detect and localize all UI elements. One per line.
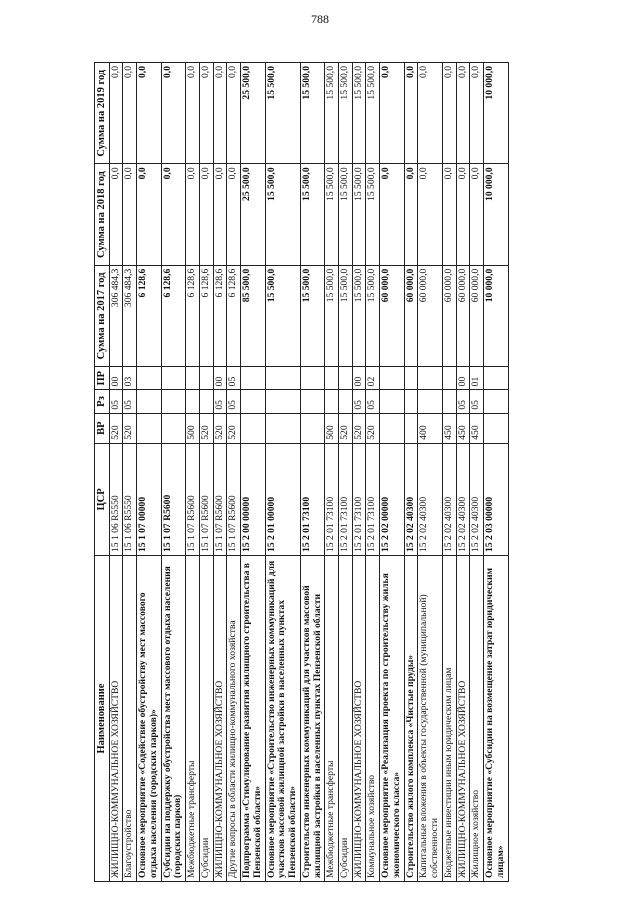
cell-name: Субсидии [199, 556, 213, 882]
cell-csr: 15 2 01 73100 [366, 443, 380, 555]
cell-name: Межбюджетные трансферты [325, 556, 339, 882]
cell-name: Строительство инженерных коммуникаций для участков массовой жилищной застройки в населенных пунктах Пензенской области [300, 556, 324, 882]
cell-sum-2018: 15 500,0 [338, 164, 352, 265]
cell-pr: 05 [227, 367, 241, 390]
cell-pr [380, 367, 404, 390]
cell-name: Жилищное хозяйство [470, 556, 484, 882]
cell-sum-2019: 0,0 [442, 63, 456, 164]
cell-name: Капитальные вложения в объекты государственной (муниципальной) собственности [418, 556, 442, 882]
cell-vr [380, 413, 404, 443]
cell-pr [137, 367, 161, 390]
cell-sum-2018: 0,0 [161, 164, 185, 265]
cell-pr [199, 367, 213, 390]
cell-rz [325, 390, 339, 413]
cell-sum-2017: 6 128,6 [227, 265, 241, 366]
cell-sum-2019: 15 500,0 [352, 63, 366, 164]
cell-rz: 05 [227, 390, 241, 413]
cell-rz [338, 390, 352, 413]
cell-sum-2018: 0,0 [456, 164, 470, 265]
cell-sum-2019: 25 500,0 [241, 63, 265, 164]
cell-pr [484, 367, 508, 390]
cell-sum-2019: 0,0 [456, 63, 470, 164]
cell-sum-2017: 6 128,6 [199, 265, 213, 366]
cell-csr: 15 2 01 73100 [352, 443, 366, 555]
cell-vr: 520 [109, 413, 123, 443]
cell-name: Основное мероприятие «Строительство инженерных коммуникаций для участков массовой жилищной застройки в населенных пунктах Пензенской области» [265, 556, 300, 882]
cell-csr: 15 1 06 R5550 [109, 443, 123, 555]
cell-sum-2018: 10 000,0 [484, 164, 508, 265]
cell-pr: 01 [470, 367, 484, 390]
cell-vr: 520 [338, 413, 352, 443]
cell-name: ЖИЛИЩНО-КОММУНАЛЬНОЕ ХОЗЯЙСТВО [213, 556, 227, 882]
cell-sum-2019: 0,0 [404, 63, 418, 164]
cell-name: Коммунальное хозяйство [366, 556, 380, 882]
cell-sum-2018: 25 500,0 [241, 164, 265, 265]
cell-rz: 05 [109, 390, 123, 413]
cell-pr [265, 367, 300, 390]
cell-sum-2017: 6 128,6 [161, 265, 185, 366]
table-body [109, 63, 508, 882]
cell-csr: 15 2 01 73100 [300, 443, 324, 555]
cell-vr: 500 [186, 413, 200, 443]
table-row [380, 63, 404, 882]
cell-rz [484, 390, 508, 413]
cell-vr: 520 [199, 413, 213, 443]
cell-vr: 520 [227, 413, 241, 443]
cell-pr: 03 [123, 367, 137, 390]
cell-csr: 15 2 02 40300 [418, 443, 442, 555]
cell-csr: 15 2 03 00000 [484, 443, 508, 555]
cell-csr: 15 2 01 73100 [325, 443, 339, 555]
cell-vr [241, 413, 265, 443]
cell-sum-2019: 0,0 [213, 63, 227, 164]
cell-sum-2019: 15 500,0 [300, 63, 324, 164]
table-row [161, 63, 185, 882]
cell-rz [404, 390, 418, 413]
cell-sum-2018: 15 500,0 [352, 164, 366, 265]
cell-rz [380, 390, 404, 413]
cell-sum-2017: 60 000,0 [456, 265, 470, 366]
cell-pr [338, 367, 352, 390]
cell-rz: 05 [456, 390, 470, 413]
cell-csr: 15 2 02 40300 [470, 443, 484, 555]
budget-table-container [94, 62, 564, 882]
header-sum-2019: Сумма на 2019 год [95, 63, 110, 164]
cell-rz [442, 390, 456, 413]
table-row [470, 63, 484, 882]
cell-sum-2019: 15 500,0 [325, 63, 339, 164]
cell-sum-2018: 0,0 [470, 164, 484, 265]
budget-table [94, 62, 509, 882]
cell-rz [161, 390, 185, 413]
cell-vr: 400 [418, 413, 442, 443]
cell-sum-2017: 15 500,0 [265, 265, 300, 366]
cell-pr: 00 [213, 367, 227, 390]
table-row [366, 63, 380, 882]
cell-sum-2019: 0,0 [161, 63, 185, 164]
cell-sum-2019: 0,0 [380, 63, 404, 164]
header-name: Наименование [95, 556, 110, 882]
cell-sum-2017: 60 000,0 [404, 265, 418, 366]
header-rz: Рз [95, 390, 110, 413]
cell-vr [484, 413, 508, 443]
cell-sum-2019: 0,0 [123, 63, 137, 164]
cell-vr: 500 [325, 413, 339, 443]
cell-vr [404, 413, 418, 443]
cell-sum-2019: 15 500,0 [265, 63, 300, 164]
cell-name: Благоустройство [123, 556, 137, 882]
cell-sum-2017: 60 000,0 [380, 265, 404, 366]
cell-name: Основное мероприятие «Реализация проекта по строительству жилья экономического класса» [380, 556, 404, 882]
cell-name: Основное мероприятие «Содействие обустройству мест массового отдыха населения (городских парков)» [137, 556, 161, 882]
table-row [456, 63, 470, 882]
table-row [300, 63, 324, 882]
cell-pr: 00 [456, 367, 470, 390]
table-row [352, 63, 366, 882]
cell-name: ЖИЛИЩНО-КОММУНАЛЬНОЕ ХОЗЯЙСТВО [352, 556, 366, 882]
cell-rz: 05 [352, 390, 366, 413]
cell-sum-2019: 0,0 [186, 63, 200, 164]
header-csr: ЦСР [95, 443, 110, 555]
cell-sum-2018: 0,0 [227, 164, 241, 265]
cell-sum-2017: 6 128,6 [186, 265, 200, 366]
cell-name: Субсидии [338, 556, 352, 882]
table-row [186, 63, 200, 882]
cell-name: Субсидии на поддержку обустройства мест массового отдыха населения (городских парков) [161, 556, 185, 882]
cell-sum-2017: 15 500,0 [325, 265, 339, 366]
cell-csr: 15 1 07 00000 [137, 443, 161, 555]
cell-vr [161, 413, 185, 443]
cell-pr [241, 367, 265, 390]
cell-sum-2019: 10 000,0 [484, 63, 508, 164]
table-row [404, 63, 418, 882]
cell-pr [186, 367, 200, 390]
header-sum-2017: Сумма на 2017 год [95, 265, 110, 366]
cell-pr [418, 367, 442, 390]
cell-vr [265, 413, 300, 443]
cell-sum-2018: 15 500,0 [325, 164, 339, 265]
cell-csr: 15 1 07 R5600 [161, 443, 185, 555]
table-row [325, 63, 339, 882]
cell-sum-2018: 0,0 [137, 164, 161, 265]
cell-pr: 00 [352, 367, 366, 390]
cell-sum-2017: 60 000,0 [442, 265, 456, 366]
cell-rz [418, 390, 442, 413]
cell-vr [137, 413, 161, 443]
cell-name: Другие вопросы в области жилищно-коммунального хозяйства [227, 556, 241, 882]
table-row [109, 63, 123, 882]
cell-sum-2019: 0,0 [109, 63, 123, 164]
cell-rz [241, 390, 265, 413]
cell-name: Межбюджетные трансферты [186, 556, 200, 882]
cell-csr: 15 1 07 R5600 [227, 443, 241, 555]
cell-csr: 15 2 02 40300 [442, 443, 456, 555]
table-row [241, 63, 265, 882]
table-row [265, 63, 300, 882]
page-number: 788 [311, 12, 329, 26]
cell-sum-2019: 15 500,0 [366, 63, 380, 164]
cell-csr: 15 2 02 00000 [380, 443, 404, 555]
cell-pr: 02 [366, 367, 380, 390]
cell-csr: 15 1 06 R5550 [123, 443, 137, 555]
cell-pr [442, 367, 456, 390]
cell-sum-2019: 0,0 [418, 63, 442, 164]
cell-name: Бюджетные инвестиции иным юридическим лицам [442, 556, 456, 882]
cell-sum-2017: 60 000,0 [418, 265, 442, 366]
cell-rz [300, 390, 324, 413]
cell-pr: 00 [109, 367, 123, 390]
cell-sum-2017: 306 484,3 [123, 265, 137, 366]
cell-csr: 15 2 02 40300 [456, 443, 470, 555]
cell-name: Подпрограмма «Стимулирование развития жилищного строительства в Пензенской области» [241, 556, 265, 882]
cell-rz [199, 390, 213, 413]
table-row [484, 63, 508, 882]
table-row [227, 63, 241, 882]
header-pr: ПР [95, 367, 110, 390]
cell-vr: 450 [456, 413, 470, 443]
table-row [123, 63, 137, 882]
cell-sum-2018: 0,0 [418, 164, 442, 265]
cell-sum-2018: 15 500,0 [300, 164, 324, 265]
cell-sum-2018: 0,0 [186, 164, 200, 265]
cell-sum-2018: 0,0 [213, 164, 227, 265]
table-row [199, 63, 213, 882]
cell-sum-2017: 6 128,6 [213, 265, 227, 366]
cell-csr: 15 1 07 R5600 [213, 443, 227, 555]
cell-sum-2019: 0,0 [199, 63, 213, 164]
cell-sum-2018: 0,0 [109, 164, 123, 265]
cell-sum-2018: 0,0 [123, 164, 137, 265]
cell-rz: 05 [470, 390, 484, 413]
cell-csr: 15 2 01 00000 [265, 443, 300, 555]
cell-name: ЖИЛИЩНО-КОММУНАЛЬНОЕ ХОЗЯЙСТВО [109, 556, 123, 882]
cell-sum-2018: 0,0 [380, 164, 404, 265]
cell-sum-2019: 0,0 [227, 63, 241, 164]
table-row [137, 63, 161, 882]
cell-name: Основное мероприятие «Субсидии на возмещение затрат юридическим лицам» [484, 556, 508, 882]
cell-rz: 05 [213, 390, 227, 413]
cell-rz: 05 [123, 390, 137, 413]
cell-sum-2018: 0,0 [199, 164, 213, 265]
cell-sum-2017: 85 500,0 [241, 265, 265, 366]
cell-name: ЖИЛИЩНО-КОММУНАЛЬНОЕ ХОЗЯЙСТВО [456, 556, 470, 882]
table-row [418, 63, 442, 882]
cell-pr [161, 367, 185, 390]
cell-vr: 520 [352, 413, 366, 443]
cell-rz [265, 390, 300, 413]
cell-sum-2017: 6 128,6 [137, 265, 161, 366]
table-row [338, 63, 352, 882]
cell-sum-2018: 15 500,0 [366, 164, 380, 265]
cell-csr: 15 1 07 R5600 [199, 443, 213, 555]
cell-sum-2019: 15 500,0 [338, 63, 352, 164]
cell-sum-2017: 15 500,0 [366, 265, 380, 366]
cell-sum-2017: 306 484,3 [109, 265, 123, 366]
cell-sum-2017: 15 500,0 [300, 265, 324, 366]
cell-pr [404, 367, 418, 390]
cell-sum-2017: 15 500,0 [352, 265, 366, 366]
table-row [213, 63, 227, 882]
cell-rz: 05 [366, 390, 380, 413]
cell-name: Строительство жилого комплекса «Чистые пруды» [404, 556, 418, 882]
cell-vr: 520 [213, 413, 227, 443]
cell-vr: 450 [442, 413, 456, 443]
cell-sum-2018: 0,0 [404, 164, 418, 265]
cell-sum-2017: 60 000,0 [470, 265, 484, 366]
cell-rz [137, 390, 161, 413]
cell-csr: 15 2 02 40300 [404, 443, 418, 555]
cell-sum-2018: 0,0 [442, 164, 456, 265]
cell-sum-2017: 10 000,0 [484, 265, 508, 366]
cell-vr: 450 [470, 413, 484, 443]
cell-sum-2017: 15 500,0 [338, 265, 352, 366]
cell-sum-2019: 0,0 [470, 63, 484, 164]
cell-pr [325, 367, 339, 390]
cell-sum-2019: 0,0 [137, 63, 161, 164]
cell-csr: 15 1 07 R5600 [186, 443, 200, 555]
cell-rz [186, 390, 200, 413]
cell-csr: 15 2 00 00000 [241, 443, 265, 555]
cell-sum-2018: 15 500,0 [265, 164, 300, 265]
cell-vr: 520 [123, 413, 137, 443]
cell-pr [300, 367, 324, 390]
header-vr: ВР [95, 413, 110, 443]
header-sum-2018: Сумма на 2018 год [95, 164, 110, 265]
cell-vr: 520 [366, 413, 380, 443]
table-header-row [95, 63, 110, 882]
cell-vr [300, 413, 324, 443]
table-row [442, 63, 456, 882]
cell-csr: 15 2 01 73100 [338, 443, 352, 555]
